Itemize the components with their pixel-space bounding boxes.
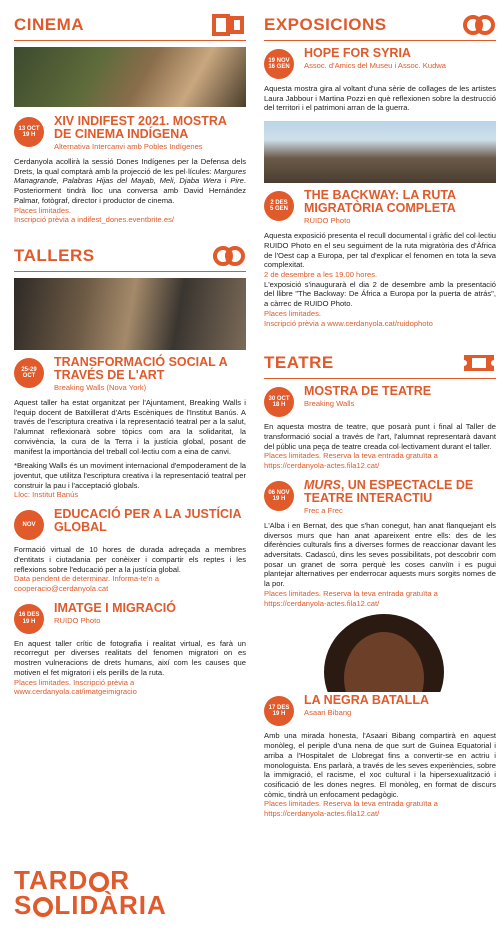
event-subtitle: RUIDO Photo — [304, 216, 351, 226]
date-badge — [264, 696, 294, 726]
event-title: TRANSFORMACIÓ SOCIAL A TRAVÉS DE L'ART — [54, 355, 228, 383]
badge-day: 13 OCT — [18, 125, 40, 132]
film-icon — [212, 14, 246, 36]
film-titles: Margures Managrande, Palabras Hijas del Mayab, Meli, Djaba Wera — [14, 166, 246, 186]
event-head — [54, 508, 246, 540]
teatre-title: TEATRE — [264, 353, 334, 373]
logo-text: R — [110, 865, 131, 895]
event-description: Aquest taller ha estat organitzat per l'Ajuntament, Breaking Walls i l'equip docent de Batxillerat d'Arts Escèniques de l'Institut Banús. A través de l'escriptura creativa i la representació teatral per a la salut, l'alumnat reflexionarà sobre tòpics com ara la solidaritat, la convivència, la cura de la Terra i la justícia global, posant de manifest la importància del treball col·lectiu com a eina de canvi. — [14, 397, 246, 456]
event-description: Aquesta mostra gira al voltant d'una sèrie de collages de les artistes Laura Jabbour i Martina Pozzi en què reflexionen sobre la destrucció del territori i el patrimoni arran de la guerra. — [264, 84, 496, 113]
event-subtitle: Asaari Bibang — [304, 708, 352, 718]
exposicions-title: EXPOSICIONS — [264, 15, 387, 35]
event-description: Formació virtual de 10 hores de durada adreçada a membres d'entitats i ciutadania per conèixer i compartir els reptes i les reflexions sobre l'educació per a la justícia global. — [14, 545, 246, 574]
badge-day: NOV — [22, 522, 36, 528]
event-title: THE BACKWAY: LA RUTA MIGRATÒRIA COMPLETA — [304, 188, 456, 216]
badge-time: 16 GEN — [268, 64, 290, 70]
expo-event-2 — [264, 189, 496, 226]
event-description-2: L'exposició s'inaugurarà el dia 2 de desembre amb la presentació del llibre "The Backway: De África a Europa por la puerta de atrás", a càrrec de RUIDO Photo. — [264, 279, 496, 309]
note-places: Places limitades. Reserva la teva entrada gratuïta a — [264, 588, 438, 598]
date-badge — [14, 510, 44, 540]
film-title: Pire — [230, 176, 244, 186]
badge-day: 2 DES — [270, 199, 288, 206]
rings-icon — [462, 14, 496, 36]
teatre-event-2 — [264, 479, 496, 516]
event-subtitle: Breaking Walls — [304, 399, 355, 409]
badge-time: OCT — [22, 373, 36, 379]
badge-day: 06 NOV — [268, 489, 290, 496]
reservation-link[interactable]: https://cerdanyola-actes.fila12.cat/ — [264, 598, 380, 608]
event-title: MOSTRA DE TEATRE — [304, 384, 432, 399]
note-places: Places limitades. Reserva la teva entrada gratuïta a — [264, 451, 438, 461]
tallers-header — [14, 239, 246, 272]
badge-day: 30 OCT — [268, 396, 290, 403]
event-description: En aquest taller crític de fotografia i realitat virtual, es farà un recorregut per diverses realitats del fenomen migratori on es mostren vulneracions de drets humans, així com les causes que motiven el fet migratori i els perills de la ruta. — [14, 638, 246, 677]
taller-event-3 — [14, 602, 246, 634]
exposicions-header — [264, 8, 496, 41]
event-head — [54, 356, 246, 393]
note-places: Places limitades. Inscripció prèvia a — [14, 677, 135, 687]
logo-text: LIDÀRIA — [54, 889, 167, 920]
cinema-event — [14, 115, 246, 152]
reservation-link[interactable]: https://cerdanyola-actes.fila12.cat/ — [264, 809, 380, 819]
date-badge — [14, 117, 44, 147]
badge-day: 19 NOV — [268, 57, 290, 64]
taller-event-2 — [14, 508, 246, 540]
note-place: Lloc: Institut Banús — [14, 490, 79, 500]
note-places: Places limitades. Reserva la teva entrada gratuïta a — [264, 799, 438, 809]
cinema-photo — [14, 47, 246, 107]
event-title: XIV INDIFEST 2021. MOSTRA DE CINEMA INDÍGENA — [54, 114, 227, 142]
event-head — [54, 115, 246, 152]
event-description — [14, 157, 246, 206]
event-subtitle: Alternativa Intercanvi amb Pobles Indígenes — [54, 142, 203, 152]
event-description: L'Alba i en Bernat, des que s'han conegut, han anat flanquejant els diversos murs que han anat apareixent entre ells: des de les diferències culturals fins a diverses formes de reaccionar davant les adversitats. Cadascú, dins les seves possibilitats, pot descobrir com posar un granet de sorra perquè les coses canviïn i es pugui plantejar alternatives per enderrocar aquests murs sorgits nomes de la por. — [264, 520, 496, 589]
portrait-photo — [264, 612, 496, 692]
logo-text: TARD — [14, 865, 89, 895]
event-title-italic: MURS — [304, 477, 341, 492]
note-pending: Data pendent de determinar. Informa-te'n a — [14, 574, 159, 584]
taller-event-1 — [14, 356, 246, 393]
desc-text: i — [221, 176, 231, 186]
left-column — [14, 0, 246, 697]
event-title-rest: , UN ESPECTACLE DE TEATRE INTERACTIU — [304, 477, 474, 506]
cinema-title: CINEMA — [14, 15, 85, 35]
rings-icon — [212, 245, 246, 267]
desc-text: . Posteriorment tindrà lloc una conversa amb David Hernández Palmar, fotògraf, director i productor de cinema. — [14, 176, 246, 205]
event-head — [304, 479, 496, 516]
badge-time: 18 H — [272, 402, 286, 409]
event-head — [304, 47, 446, 79]
logo-ring-icon — [33, 897, 53, 917]
reservation-link[interactable]: https://cerdanyola-actes.fila12.cat/ — [264, 461, 380, 471]
teatre-event-3 — [264, 694, 496, 726]
event-title — [304, 479, 496, 505]
expo-event-1 — [264, 47, 496, 79]
event-description: Amb una mirada honesta, l'Asaari Bibang compartirà en aquest monòleg, el periple d'una nena de que surt de Guinea Equatorial i arriba a l'Hospitalet de Llobregat fins a convertir-se en actriu i monologuista. Ens parlarà, a través de les seves experiències, sobre la immigració, el racisme, el xoc cultural i la hipersexualització i cosificació de les dones negres. El monòleg, en format de discurs còmic, tindrà un enfocament pedagògic. — [264, 731, 496, 799]
badge-day: 25-29 — [21, 366, 37, 373]
event-title: HOPE FOR SYRIA — [304, 46, 411, 60]
event-head — [54, 602, 176, 634]
badge-time: 19 H — [272, 495, 286, 502]
registration-link[interactable]: Inscripció prèvia a www.cerdanyola.cat/ruidophoto — [264, 318, 433, 328]
event-subtitle: Frec a Frec — [304, 506, 343, 516]
event-title: IMATGE I MIGRACIÓ — [54, 600, 176, 615]
badge-time: 19 H — [272, 711, 286, 718]
badge-day: 17 DES — [268, 705, 290, 712]
event-title: EDUCACIÓ PER A LA JUSTÍCIA GLOBAL — [54, 507, 242, 535]
note-places: Places limitades. — [14, 205, 71, 215]
event-head — [304, 694, 429, 726]
teatre-header — [264, 346, 496, 379]
desc-text: Cerdanyola acollirà la sessió Dones Indígenes per la Defensa dels Drets, la qual comptarà amb la projecció de les pel·lícules: — [14, 156, 246, 176]
event-head — [304, 385, 431, 417]
ticket-icon — [462, 352, 496, 374]
registration-link[interactable]: www.cerdanyola.cat/imatgeimigracio — [14, 687, 137, 697]
tallers-title: TALLERS — [14, 246, 95, 266]
badge-time: 19 H — [22, 132, 36, 138]
expo-photo — [264, 121, 496, 183]
note-places: Places limitades. — [264, 308, 321, 318]
event-description: Aquesta exposició presenta el recull documental i gràfic del col·lectiu RUIDO Photo en el seu seguiment de la ruta migratòria des d'Àfrica de l'Oest cap a Europa, per tal d'explicar el fenomen en tota la seva complexitat. — [264, 231, 496, 270]
registration-link[interactable]: Inscripció prèvia a indifest_dones.eventbrite.es/ — [14, 215, 174, 225]
event-title: LA NEGRA BATALLA — [304, 693, 429, 708]
badge-time: 19 H — [22, 618, 36, 625]
event-description-2: *Breaking Walls és un moviment internacional d'empoderament de la joventut, que utilitza l'escriptura creativa i la representació teatral per construir la pau i l'acceptació globals. — [14, 461, 246, 490]
event-subtitle: RUIDO Photo — [54, 615, 101, 625]
tallers-photo — [14, 278, 246, 350]
badge-day: 16 DES — [18, 612, 40, 619]
date-badge — [264, 191, 294, 221]
date-badge — [264, 49, 294, 79]
date-badge — [14, 604, 44, 634]
contact-email-link[interactable]: cooperacio@cerdanyola.cat — [14, 584, 109, 594]
tardor-solidaria-logo — [14, 865, 167, 920]
cinema-header — [14, 8, 246, 41]
date-badge — [264, 387, 294, 417]
right-column — [264, 0, 496, 819]
badge-time: 5 GEN — [269, 206, 288, 213]
teatre-event-1 — [264, 385, 496, 417]
event-description: En aquesta mostra de teatre, que posarà punt i final al Taller de transformació social a través de l'art, l'alumnat representarà davant del públic una peça de teatre creada col·lectivament durant el taller. — [264, 422, 496, 451]
date-badge — [14, 358, 44, 388]
note-date: 2 de desembre a les 19.00 hores. — [264, 270, 378, 279]
event-subtitle: Assoc. d'Amics del Museu i Assoc. Kudwa — [304, 61, 446, 71]
logo-text: S — [14, 889, 33, 920]
logo-line-2 — [14, 889, 167, 920]
event-head — [304, 189, 496, 226]
date-badge — [264, 481, 294, 511]
event-subtitle: Breaking Walls (Nova York) — [54, 383, 147, 393]
